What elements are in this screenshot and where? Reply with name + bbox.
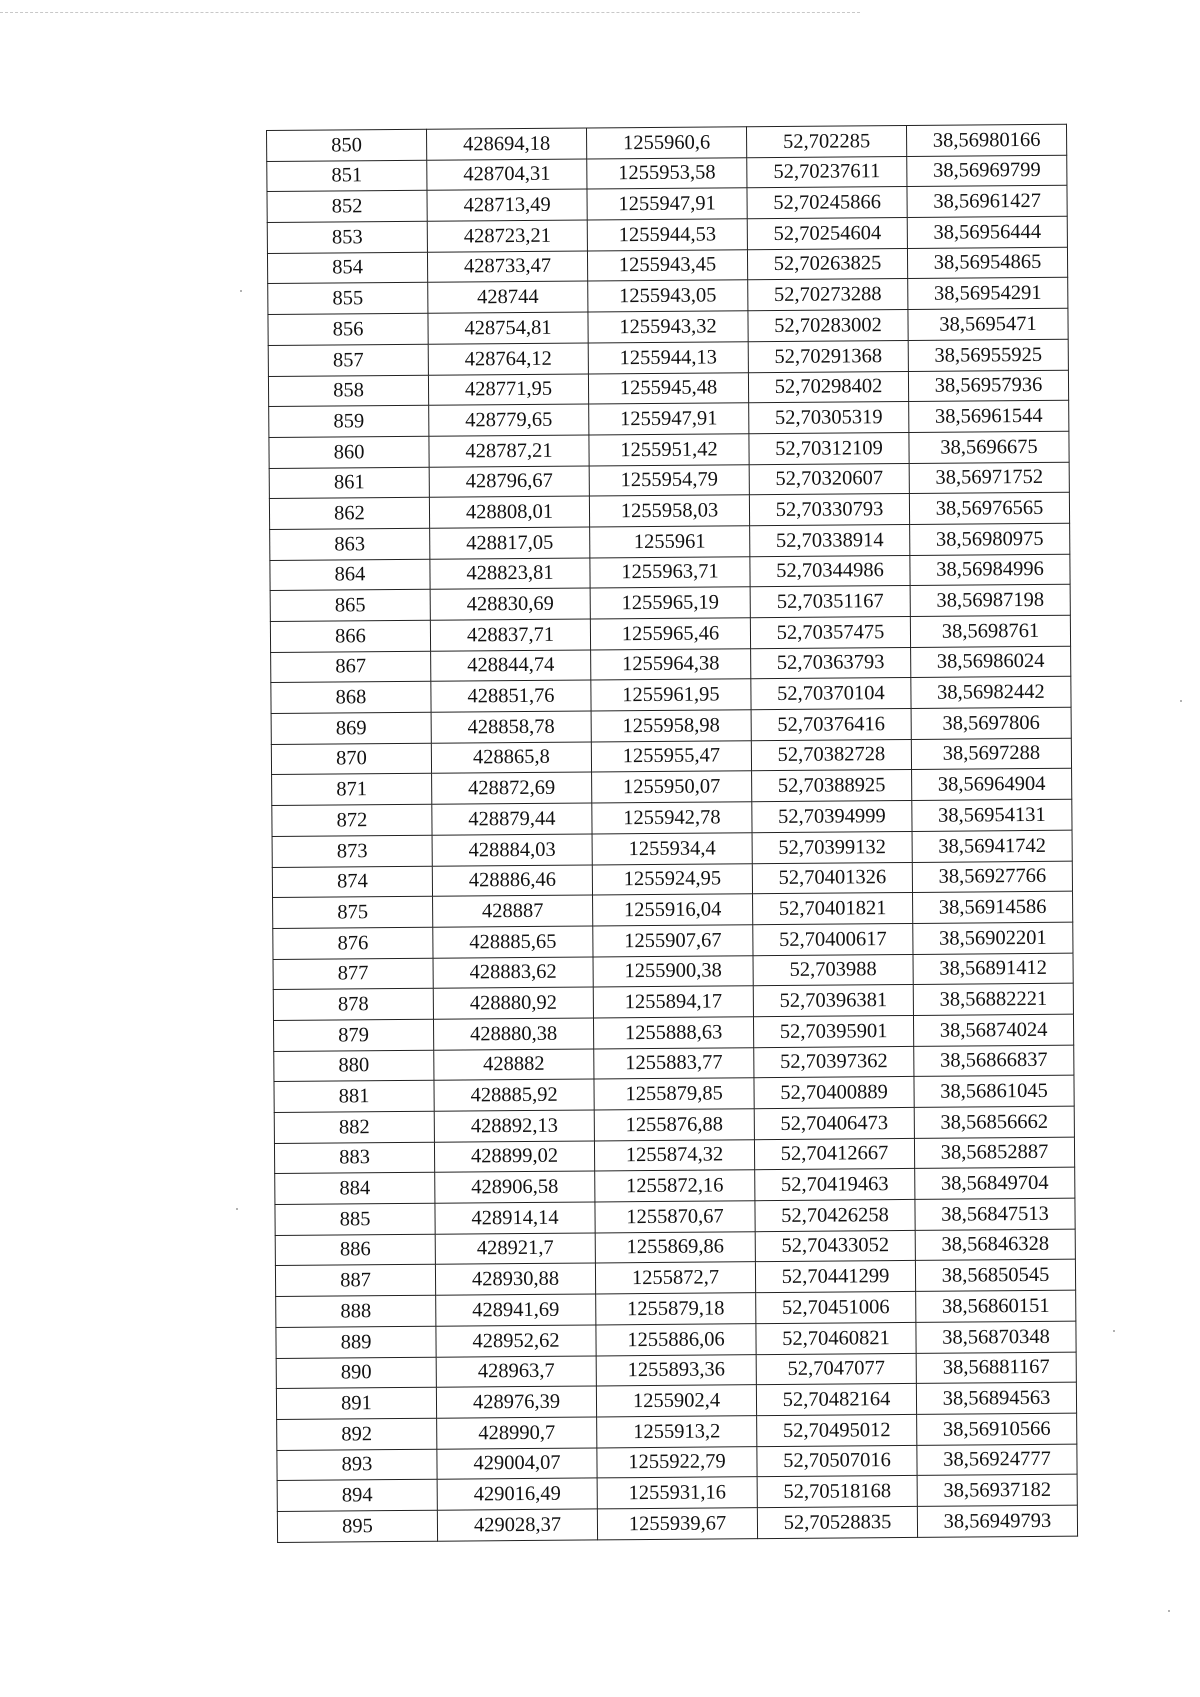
longitude-cell: 38,56969799 xyxy=(907,155,1067,187)
latitude-cell: 52,70397362 xyxy=(754,1046,914,1078)
x-coordinate-cell: 428858,78 xyxy=(431,711,591,743)
x-coordinate-cell: 428885,65 xyxy=(433,926,593,958)
x-coordinate-cell: 428808,01 xyxy=(429,496,589,528)
point-number-cell: 885 xyxy=(275,1203,435,1235)
longitude-cell: 38,56956444 xyxy=(907,216,1067,248)
y-coordinate-cell: 1255872,7 xyxy=(595,1262,755,1294)
latitude-cell: 52,70382728 xyxy=(751,739,911,771)
x-coordinate-cell: 428704,31 xyxy=(427,159,587,191)
latitude-cell: 52,70396381 xyxy=(753,985,913,1017)
x-coordinate-cell: 428754,81 xyxy=(428,312,588,344)
point-number-cell: 880 xyxy=(274,1050,434,1082)
y-coordinate-cell: 1255961 xyxy=(590,526,750,558)
latitude-cell: 52,70395901 xyxy=(753,1015,913,1047)
latitude-cell: 52,70357475 xyxy=(750,616,910,648)
point-number-cell: 881 xyxy=(274,1081,434,1113)
coordinates-table-body xyxy=(267,124,1078,1542)
longitude-cell: 38,56861045 xyxy=(914,1075,1074,1107)
x-coordinate-cell: 428830,69 xyxy=(430,588,590,620)
point-number-cell: 855 xyxy=(268,283,428,315)
point-number-cell: 888 xyxy=(276,1295,436,1327)
latitude-cell: 52,70273288 xyxy=(748,279,908,311)
y-coordinate-cell: 1255954,79 xyxy=(589,464,749,496)
latitude-cell: 52,70312109 xyxy=(749,432,909,464)
y-coordinate-cell: 1255934,4 xyxy=(592,833,752,865)
point-number-cell: 853 xyxy=(267,221,427,253)
longitude-cell: 38,56949793 xyxy=(917,1505,1077,1537)
x-coordinate-cell: 428879,44 xyxy=(432,803,592,835)
y-coordinate-cell: 1255965,19 xyxy=(590,587,750,619)
latitude-cell: 52,70495012 xyxy=(757,1414,917,1446)
point-number-cell: 878 xyxy=(273,988,433,1020)
latitude-cell: 52,70406473 xyxy=(754,1107,914,1139)
latitude-cell: 52,70518168 xyxy=(757,1476,917,1508)
x-coordinate-cell: 428886,46 xyxy=(432,864,592,896)
point-number-cell: 883 xyxy=(274,1142,434,1174)
x-coordinate-cell: 428930,88 xyxy=(435,1263,595,1295)
y-coordinate-cell: 1255872,16 xyxy=(595,1170,755,1202)
longitude-cell: 38,56955925 xyxy=(908,339,1068,371)
x-coordinate-cell: 429016,49 xyxy=(437,1478,597,1510)
scan-speck xyxy=(1113,1330,1115,1332)
x-coordinate-cell: 428976,39 xyxy=(436,1386,596,1418)
longitude-cell: 38,5697806 xyxy=(911,707,1071,739)
y-coordinate-cell: 1255963,71 xyxy=(590,556,750,588)
point-number-cell: 890 xyxy=(276,1357,436,1389)
scan-speck xyxy=(1168,1610,1170,1612)
latitude-cell: 52,70441299 xyxy=(755,1261,915,1293)
y-coordinate-cell: 1255960,6 xyxy=(586,127,746,159)
x-coordinate-cell: 428941,69 xyxy=(436,1294,596,1326)
y-coordinate-cell: 1255958,03 xyxy=(589,495,749,527)
y-coordinate-cell: 1255913,2 xyxy=(597,1416,757,1448)
point-number-cell: 865 xyxy=(270,590,430,622)
longitude-cell: 38,56847513 xyxy=(915,1198,1075,1230)
latitude-cell: 52,70376416 xyxy=(751,709,911,741)
x-coordinate-cell: 428771,95 xyxy=(428,373,588,405)
point-number-cell: 877 xyxy=(273,958,433,990)
point-number-cell: 861 xyxy=(269,467,429,499)
latitude-cell: 52,70254604 xyxy=(747,218,907,250)
longitude-cell: 38,56976565 xyxy=(909,492,1069,524)
latitude-cell: 52,70433052 xyxy=(755,1230,915,1262)
point-number-cell: 887 xyxy=(275,1265,435,1297)
table-row xyxy=(277,1505,1077,1542)
y-coordinate-cell: 1255870,67 xyxy=(595,1201,755,1233)
longitude-cell: 38,5697288 xyxy=(911,738,1071,770)
latitude-cell: 52,70419463 xyxy=(755,1169,915,1201)
longitude-cell: 38,56954291 xyxy=(908,278,1068,310)
x-coordinate-cell: 428921,7 xyxy=(435,1233,595,1265)
x-coordinate-cell: 428883,62 xyxy=(433,957,593,989)
y-coordinate-cell: 1255916,04 xyxy=(593,894,753,926)
latitude-cell: 52,70388925 xyxy=(752,770,912,802)
x-coordinate-cell: 429004,07 xyxy=(437,1448,597,1480)
latitude-cell: 52,70399132 xyxy=(752,831,912,863)
y-coordinate-cell: 1255945,48 xyxy=(588,372,748,404)
point-number-cell: 889 xyxy=(276,1326,436,1358)
x-coordinate-cell: 428823,81 xyxy=(430,558,590,590)
y-coordinate-cell: 1255944,13 xyxy=(588,342,748,374)
point-number-cell: 866 xyxy=(270,620,430,652)
y-coordinate-cell: 1255931,16 xyxy=(597,1477,757,1509)
y-coordinate-cell: 1255876,88 xyxy=(594,1109,754,1141)
longitude-cell: 38,56882221 xyxy=(913,983,1073,1015)
longitude-cell: 38,5698761 xyxy=(910,615,1070,647)
latitude-cell: 52,70370104 xyxy=(751,678,911,710)
x-coordinate-cell: 428882 xyxy=(434,1049,594,1081)
point-number-cell: 873 xyxy=(272,835,432,867)
longitude-cell: 38,56860151 xyxy=(916,1290,1076,1322)
latitude-cell: 52,70305319 xyxy=(749,402,909,434)
x-coordinate-cell: 428817,05 xyxy=(430,527,590,559)
scan-speck xyxy=(236,1208,238,1210)
y-coordinate-cell: 1255942,78 xyxy=(592,802,752,834)
latitude-cell: 52,70330793 xyxy=(749,494,909,526)
latitude-cell: 52,70451006 xyxy=(756,1292,916,1324)
x-coordinate-cell: 428880,92 xyxy=(433,987,593,1019)
y-coordinate-cell: 1255943,45 xyxy=(587,249,747,281)
longitude-cell: 38,5696675 xyxy=(909,431,1069,463)
longitude-cell: 38,56927766 xyxy=(912,861,1072,893)
coordinates-table xyxy=(266,124,1078,1543)
longitude-cell: 38,56971752 xyxy=(909,462,1069,494)
longitude-cell: 38,56852887 xyxy=(914,1137,1074,1169)
longitude-cell: 38,56984996 xyxy=(910,554,1070,586)
longitude-cell: 38,56910566 xyxy=(917,1413,1077,1445)
x-coordinate-cell: 428694,18 xyxy=(426,128,586,160)
x-coordinate-cell: 428713,49 xyxy=(427,189,587,221)
x-coordinate-cell: 428851,76 xyxy=(431,680,591,712)
latitude-cell: 52,70338914 xyxy=(750,524,910,556)
y-coordinate-cell: 1255902,4 xyxy=(596,1385,756,1417)
longitude-cell: 38,56954131 xyxy=(912,799,1072,831)
longitude-cell: 38,56902201 xyxy=(913,922,1073,954)
point-number-cell: 858 xyxy=(268,375,428,407)
longitude-cell: 38,56980166 xyxy=(906,124,1066,156)
x-coordinate-cell: 428887 xyxy=(433,895,593,927)
scan-speck xyxy=(240,290,242,292)
x-coordinate-cell: 428733,47 xyxy=(427,251,587,283)
latitude-cell: 52,70237611 xyxy=(747,156,907,188)
longitude-cell: 38,56937182 xyxy=(917,1474,1077,1506)
longitude-cell: 38,56980975 xyxy=(910,523,1070,555)
point-number-cell: 876 xyxy=(273,927,433,959)
longitude-cell: 38,56914586 xyxy=(913,891,1073,923)
point-number-cell: 884 xyxy=(275,1173,435,1205)
point-number-cell: 879 xyxy=(273,1019,433,1051)
y-coordinate-cell: 1255869,86 xyxy=(595,1231,755,1263)
point-number-cell: 852 xyxy=(267,191,427,223)
y-coordinate-cell: 1255955,47 xyxy=(591,740,751,772)
y-coordinate-cell: 1255947,91 xyxy=(589,403,749,435)
latitude-cell: 52,70412667 xyxy=(754,1138,914,1170)
latitude-cell: 52,70401821 xyxy=(753,893,913,925)
latitude-cell: 52,70460821 xyxy=(756,1322,916,1354)
point-number-cell: 854 xyxy=(267,252,427,284)
latitude-cell: 52,70363793 xyxy=(751,647,911,679)
latitude-cell: 52,7047077 xyxy=(756,1353,916,1385)
latitude-cell: 52,70394999 xyxy=(752,801,912,833)
longitude-cell: 38,56964904 xyxy=(912,769,1072,801)
y-coordinate-cell: 1255893,36 xyxy=(596,1354,756,1386)
scan-speck xyxy=(1180,700,1182,702)
x-coordinate-cell: 428880,38 xyxy=(433,1018,593,1050)
longitude-cell: 38,56961544 xyxy=(909,400,1069,432)
latitude-cell: 52,70528835 xyxy=(757,1506,917,1538)
y-coordinate-cell: 1255888,63 xyxy=(593,1017,753,1049)
y-coordinate-cell: 1255924,95 xyxy=(592,863,752,895)
y-coordinate-cell: 1255943,05 xyxy=(588,280,748,312)
latitude-cell: 52,70401326 xyxy=(752,862,912,894)
y-coordinate-cell: 1255939,67 xyxy=(597,1508,757,1540)
x-coordinate-cell: 428872,69 xyxy=(432,772,592,804)
latitude-cell: 52,70245866 xyxy=(747,187,907,219)
longitude-cell: 38,56957936 xyxy=(908,370,1068,402)
longitude-cell: 38,56874024 xyxy=(913,1014,1073,1046)
point-number-cell: 862 xyxy=(269,497,429,529)
longitude-cell: 38,56954865 xyxy=(907,247,1067,279)
y-coordinate-cell: 1255900,38 xyxy=(593,955,753,987)
point-number-cell: 872 xyxy=(272,804,432,836)
x-coordinate-cell: 429028,37 xyxy=(437,1509,597,1541)
point-number-cell: 851 xyxy=(267,160,427,192)
latitude-cell: 52,702285 xyxy=(746,125,906,157)
x-coordinate-cell: 428865,8 xyxy=(431,742,591,774)
longitude-cell: 38,56987198 xyxy=(910,585,1070,617)
point-number-cell: 875 xyxy=(273,896,433,928)
point-number-cell: 870 xyxy=(271,743,431,775)
point-number-cell: 891 xyxy=(276,1387,436,1419)
latitude-cell: 52,70400617 xyxy=(753,923,913,955)
y-coordinate-cell: 1255958,98 xyxy=(591,710,751,742)
point-number-cell: 874 xyxy=(272,866,432,898)
x-coordinate-cell: 428744 xyxy=(428,281,588,313)
latitude-cell: 52,70298402 xyxy=(748,371,908,403)
y-coordinate-cell: 1255883,77 xyxy=(594,1047,754,1079)
x-coordinate-cell: 428963,7 xyxy=(436,1355,596,1387)
point-number-cell: 868 xyxy=(271,682,431,714)
latitude-cell: 52,70482164 xyxy=(756,1384,916,1416)
x-coordinate-cell: 428779,65 xyxy=(429,404,589,436)
point-number-cell: 894 xyxy=(277,1479,437,1511)
x-coordinate-cell: 428885,92 xyxy=(434,1079,594,1111)
point-number-cell: 856 xyxy=(268,313,428,345)
y-coordinate-cell: 1255947,91 xyxy=(587,188,747,220)
point-number-cell: 864 xyxy=(270,559,430,591)
x-coordinate-cell: 428844,74 xyxy=(431,650,591,682)
y-coordinate-cell: 1255922,79 xyxy=(597,1446,757,1478)
x-coordinate-cell: 428884,03 xyxy=(432,834,592,866)
longitude-cell: 38,56941742 xyxy=(912,830,1072,862)
latitude-cell: 52,70283002 xyxy=(748,310,908,342)
x-coordinate-cell: 428906,58 xyxy=(435,1171,595,1203)
latitude-cell: 52,703988 xyxy=(753,954,913,986)
x-coordinate-cell: 428796,67 xyxy=(429,466,589,498)
y-coordinate-cell: 1255964,38 xyxy=(591,648,751,680)
x-coordinate-cell: 428837,71 xyxy=(430,619,590,651)
latitude-cell: 52,70291368 xyxy=(748,340,908,372)
longitude-cell: 38,56846328 xyxy=(915,1229,1075,1261)
longitude-cell: 38,56870348 xyxy=(916,1321,1076,1353)
y-coordinate-cell: 1255879,18 xyxy=(596,1293,756,1325)
x-coordinate-cell: 428952,62 xyxy=(436,1325,596,1357)
longitude-cell: 38,56866837 xyxy=(914,1045,1074,1077)
y-coordinate-cell: 1255943,32 xyxy=(588,311,748,343)
x-coordinate-cell: 428914,14 xyxy=(435,1202,595,1234)
y-coordinate-cell: 1255961,95 xyxy=(591,679,751,711)
longitude-cell: 38,56986024 xyxy=(911,646,1071,678)
point-number-cell: 859 xyxy=(269,405,429,437)
latitude-cell: 52,70426258 xyxy=(755,1199,915,1231)
x-coordinate-cell: 428899,02 xyxy=(434,1141,594,1173)
longitude-cell: 38,56924777 xyxy=(917,1444,1077,1476)
point-number-cell: 867 xyxy=(271,651,431,683)
longitude-cell: 38,56894563 xyxy=(916,1382,1076,1414)
point-number-cell: 895 xyxy=(277,1510,437,1542)
y-coordinate-cell: 1255874,32 xyxy=(594,1139,754,1171)
longitude-cell: 38,56961427 xyxy=(907,186,1067,218)
point-number-cell: 892 xyxy=(277,1418,437,1450)
point-number-cell: 869 xyxy=(271,712,431,744)
longitude-cell: 38,56891412 xyxy=(913,953,1073,985)
point-number-cell: 857 xyxy=(268,344,428,376)
longitude-cell: 38,56982442 xyxy=(911,677,1071,709)
longitude-cell: 38,56881167 xyxy=(916,1352,1076,1384)
point-number-cell: 886 xyxy=(275,1234,435,1266)
point-number-cell: 850 xyxy=(267,129,427,161)
latitude-cell: 52,70263825 xyxy=(747,248,907,280)
latitude-cell: 52,70400889 xyxy=(754,1077,914,1109)
longitude-cell: 38,56849704 xyxy=(915,1168,1075,1200)
x-coordinate-cell: 428787,21 xyxy=(429,435,589,467)
x-coordinate-cell: 428723,21 xyxy=(427,220,587,252)
x-coordinate-cell: 428990,7 xyxy=(437,1417,597,1449)
longitude-cell: 38,56856662 xyxy=(914,1106,1074,1138)
point-number-cell: 871 xyxy=(272,774,432,806)
y-coordinate-cell: 1255879,85 xyxy=(594,1078,754,1110)
point-number-cell: 893 xyxy=(277,1449,437,1481)
y-coordinate-cell: 1255965,46 xyxy=(590,618,750,650)
x-coordinate-cell: 428892,13 xyxy=(434,1110,594,1142)
latitude-cell: 52,70507016 xyxy=(757,1445,917,1477)
latitude-cell: 52,70351167 xyxy=(750,586,910,618)
point-number-cell: 860 xyxy=(269,436,429,468)
point-number-cell: 882 xyxy=(274,1111,434,1143)
point-number-cell: 863 xyxy=(270,528,430,560)
y-coordinate-cell: 1255950,07 xyxy=(592,771,752,803)
y-coordinate-cell: 1255907,67 xyxy=(593,925,753,957)
latitude-cell: 52,70320607 xyxy=(749,463,909,495)
scan-edge-line xyxy=(0,12,860,13)
y-coordinate-cell: 1255886,06 xyxy=(596,1324,756,1356)
y-coordinate-cell: 1255944,53 xyxy=(587,219,747,251)
y-coordinate-cell: 1255953,58 xyxy=(587,157,747,189)
longitude-cell: 38,5695471 xyxy=(908,308,1068,340)
longitude-cell: 38,56850545 xyxy=(915,1260,1075,1292)
y-coordinate-cell: 1255894,17 xyxy=(593,986,753,1018)
x-coordinate-cell: 428764,12 xyxy=(428,343,588,375)
y-coordinate-cell: 1255951,42 xyxy=(589,434,749,466)
latitude-cell: 52,70344986 xyxy=(750,555,910,587)
